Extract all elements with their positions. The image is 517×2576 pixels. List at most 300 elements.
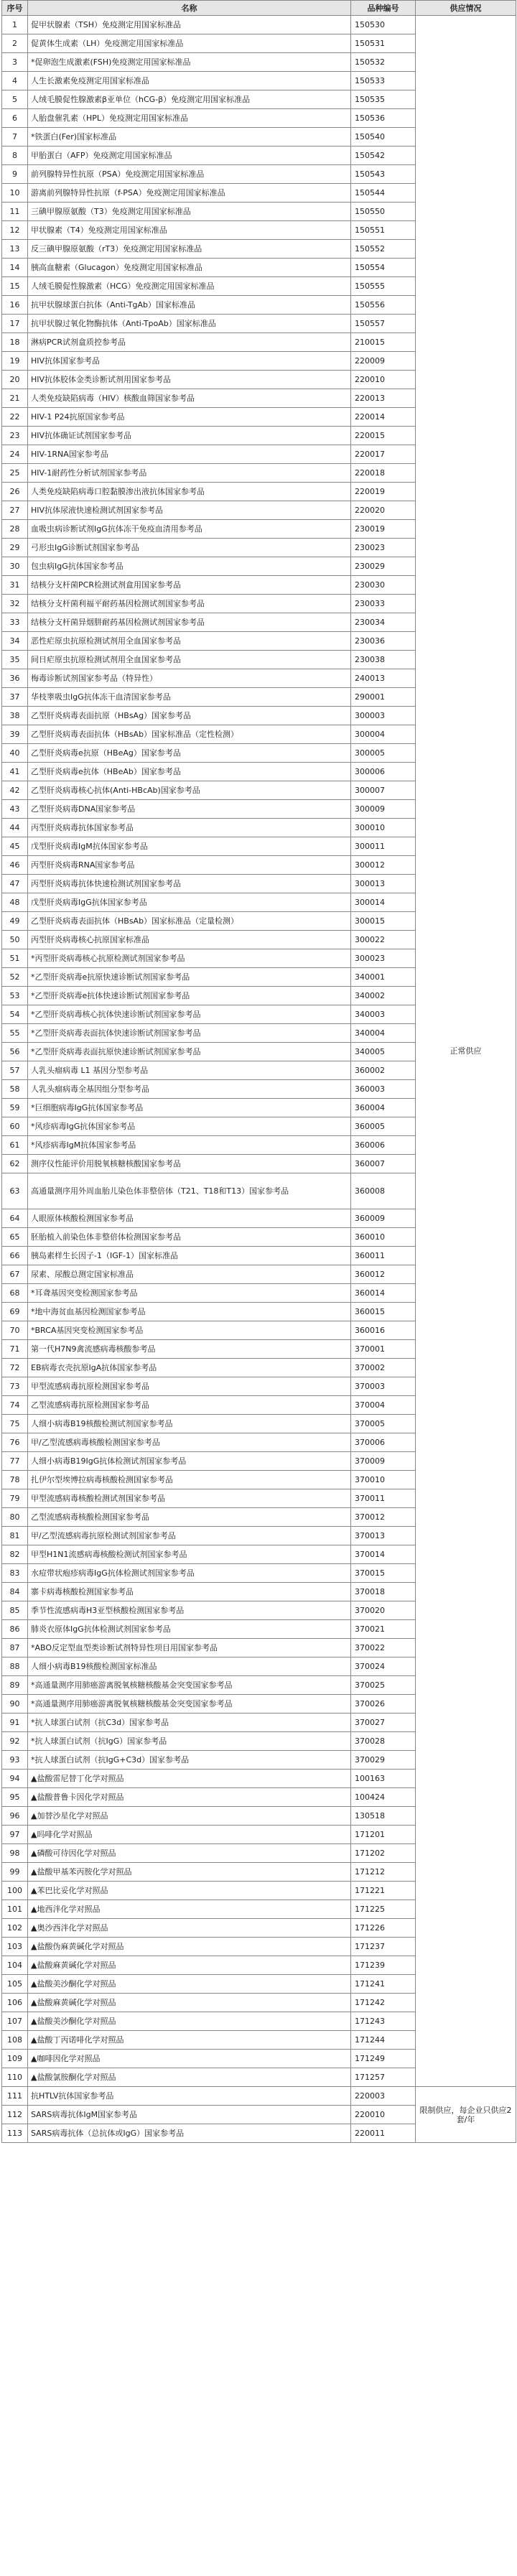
row-product-code: 370028 [351, 1732, 416, 1751]
row-name: 人胎盘催乳素（HPL）免疫测定用国家标准品 [28, 109, 351, 128]
row-name: 乙型肝炎病毒核心抗体(Anti-HBcAb)国家参考品 [28, 781, 351, 800]
row-name: *风疹病毒IgM抗体国家参考品 [28, 1136, 351, 1155]
row-product-code: 370006 [351, 1433, 416, 1452]
row-product-code: 171242 [351, 1994, 416, 2012]
row-serial-number: 80 [2, 1508, 28, 1527]
row-name: *乙型肝炎病毒核心抗体快速诊断试剂国家参考品 [28, 1005, 351, 1024]
row-name: 乙型肝炎病毒表面抗体（HBsAb）国家标准品（定量检测） [28, 912, 351, 931]
row-product-code: 370004 [351, 1396, 416, 1415]
row-product-code: 360012 [351, 1265, 416, 1284]
row-name: 人生长激素免疫测定用国家标准品 [28, 72, 351, 90]
row-product-code: 360006 [351, 1136, 416, 1155]
row-product-code: 150551 [351, 221, 416, 240]
row-product-code: 230030 [351, 576, 416, 595]
row-product-code: 370013 [351, 1527, 416, 1545]
row-serial-number: 70 [2, 1321, 28, 1340]
row-product-code: 220013 [351, 389, 416, 408]
header-product-code: 品种编号 [351, 1, 416, 16]
row-product-code: 360003 [351, 1080, 416, 1099]
row-name: *丙型肝炎病毒核心抗原检测试剂国家参考品 [28, 949, 351, 968]
row-product-code: 230036 [351, 632, 416, 651]
row-name: 弓形虫IgG诊断试剂国家参考品 [28, 539, 351, 557]
row-serial-number: 21 [2, 389, 28, 408]
row-name: ▲盐酸麻黄碱化学对照品 [28, 1994, 351, 2012]
row-name: 华枝睾吸虫IgG抗体冻干血清国家参考品 [28, 688, 351, 707]
row-name: SARS病毒抗体（总抗体或IgG）国家参考品 [28, 2124, 351, 2143]
row-product-code: 300015 [351, 912, 416, 931]
row-name: ▲磷酸可待因化学对照品 [28, 1844, 351, 1863]
row-serial-number: 37 [2, 688, 28, 707]
row-name: 游离前列腺特异性抗原（f-PSA）免疫测定用国家标准品 [28, 184, 351, 203]
row-name: *巨细胞病毒IgG抗体国家参考品 [28, 1099, 351, 1117]
row-product-code: 370022 [351, 1639, 416, 1657]
row-serial-number: 92 [2, 1732, 28, 1751]
row-product-code: 171202 [351, 1844, 416, 1863]
row-product-code: 370029 [351, 1751, 416, 1770]
row-product-code: 150543 [351, 165, 416, 184]
row-name: 结核分支杆菌PCR检测试剂盒用国家参考品 [28, 576, 351, 595]
row-product-code: 360009 [351, 1209, 416, 1228]
row-serial-number: 6 [2, 109, 28, 128]
row-product-code: 360014 [351, 1284, 416, 1303]
row-name: 人绒毛膜促性腺激素β亚单位（hCG-β）免疫测定用国家标准品 [28, 90, 351, 109]
row-serial-number: 69 [2, 1303, 28, 1321]
row-name: ▲奥沙西泮化学对照品 [28, 1919, 351, 1938]
row-serial-number: 84 [2, 1583, 28, 1601]
row-serial-number: 47 [2, 875, 28, 893]
row-serial-number: 33 [2, 613, 28, 632]
row-name: ▲地西泮化学对照品 [28, 1900, 351, 1919]
row-serial-number: 81 [2, 1527, 28, 1545]
row-serial-number: 50 [2, 931, 28, 949]
row-product-code: 300006 [351, 763, 416, 781]
row-name: 抗甲状腺过氧化物酶抗体（Anti-TpoAb）国家标准品 [28, 315, 351, 333]
row-product-code: 150542 [351, 147, 416, 165]
row-name: 反三碘甲腺原氨酸（rT3）免疫测定用国家标准品 [28, 240, 351, 259]
table-row [2, 16, 516, 34]
row-product-code: 370001 [351, 1340, 416, 1359]
row-name: *乙型肝炎病毒e抗原快速诊断试剂国家参考品 [28, 968, 351, 987]
row-product-code: 370015 [351, 1564, 416, 1583]
row-name: 水痘带状疱疹病毒IgG抗体检测试剂国家参考品 [28, 1564, 351, 1583]
row-serial-number: 4 [2, 72, 28, 90]
row-name: 乙型流感病毒抗原检测国家参考品 [28, 1396, 351, 1415]
row-name: 人乳头瘤病毒全基因组分型参考品 [28, 1080, 351, 1099]
row-name: 胰高血糖素（Glucagon）免疫测定用国家标准品 [28, 259, 351, 277]
table-header-row [2, 1, 516, 16]
row-serial-number: 112 [2, 2106, 28, 2124]
row-name: ▲盐酸美沙酮化学对照品 [28, 2012, 351, 2031]
row-serial-number: 98 [2, 1844, 28, 1863]
row-name: 结核分支杆菌异烟肼耐药基因检测试剂国家参考品 [28, 613, 351, 632]
row-name: HIV-1RNA国家参考品 [28, 445, 351, 464]
row-serial-number: 97 [2, 1826, 28, 1844]
row-serial-number: 9 [2, 165, 28, 184]
row-name: 第一代H7N9禽流感病毒核酸参考品 [28, 1340, 351, 1359]
row-product-code: 150557 [351, 315, 416, 333]
row-product-code: 210015 [351, 333, 416, 352]
row-serial-number: 110 [2, 2068, 28, 2087]
row-name: HIV抗体尿液快速检测试剂国家参考品 [28, 501, 351, 520]
header-serial-number: 序号 [2, 1, 28, 16]
row-serial-number: 86 [2, 1620, 28, 1639]
row-product-code: 230019 [351, 520, 416, 539]
row-product-code: 171237 [351, 1938, 416, 1956]
row-name: *铁蛋白(Fer)国家标准品 [28, 128, 351, 147]
row-product-code: 171241 [351, 1975, 416, 1994]
row-product-code: 230034 [351, 613, 416, 632]
row-product-code: 360007 [351, 1155, 416, 1173]
row-name: 肺炎衣原体IgG抗体检测试剂国家参考品 [28, 1620, 351, 1639]
row-product-code: 171243 [351, 2012, 416, 2031]
row-serial-number: 45 [2, 837, 28, 856]
row-name: 人细小病毒B19IgG抗体检测试剂国家参考品 [28, 1452, 351, 1471]
row-name: 乙型肝炎病毒e抗原（HBeAg）国家参考品 [28, 744, 351, 763]
row-product-code: 150533 [351, 72, 416, 90]
row-product-code: 150555 [351, 277, 416, 296]
row-name: HIV抗体确证试剂国家参考品 [28, 427, 351, 445]
row-serial-number: 12 [2, 221, 28, 240]
row-serial-number: 5 [2, 90, 28, 109]
row-name: *乙型肝炎病毒e抗体快速诊断试剂国家参考品 [28, 987, 351, 1005]
row-name: 戊型肝炎病毒IgM抗体国家参考品 [28, 837, 351, 856]
row-product-code: 150550 [351, 203, 416, 221]
row-serial-number: 78 [2, 1471, 28, 1489]
row-name: 甲状腺素（T4）免疫测定用国家标准品 [28, 221, 351, 240]
row-serial-number: 29 [2, 539, 28, 557]
row-serial-number: 13 [2, 240, 28, 259]
row-serial-number: 105 [2, 1975, 28, 1994]
row-serial-number: 42 [2, 781, 28, 800]
row-product-code: 220015 [351, 427, 416, 445]
row-serial-number: 65 [2, 1228, 28, 1247]
row-product-code: 300007 [351, 781, 416, 800]
row-serial-number: 96 [2, 1807, 28, 1826]
row-name: 人绒毛膜促性腺激素（HCG）免疫测定用国家标准品 [28, 277, 351, 296]
row-serial-number: 14 [2, 259, 28, 277]
row-name: 寨卡病毒核酸检测国家参考品 [28, 1583, 351, 1601]
row-product-code: 370027 [351, 1714, 416, 1732]
row-name: 甲/乙型流感病毒抗原检测试剂国家参考品 [28, 1527, 351, 1545]
row-name: *高通量测序用肺癌游离脱氧核糖核酸基金突变国家参考品 [28, 1695, 351, 1714]
row-name: 促黄体生成素（LH）免疫测定用国家标准品 [28, 34, 351, 53]
row-name: 结核分支杆菌利福平耐药基因检测试剂国家参考品 [28, 595, 351, 613]
row-product-code: 220019 [351, 483, 416, 501]
row-serial-number: 95 [2, 1788, 28, 1807]
row-serial-number: 87 [2, 1639, 28, 1657]
row-product-code: 370024 [351, 1657, 416, 1676]
reference-materials-table [1, 0, 516, 2143]
row-name: 前列腺特异性抗原（PSA）免疫测定用国家标准品 [28, 165, 351, 184]
row-serial-number: 83 [2, 1564, 28, 1583]
row-serial-number: 10 [2, 184, 28, 203]
row-product-code: 220009 [351, 352, 416, 371]
row-serial-number: 8 [2, 147, 28, 165]
row-product-code: 220003 [351, 2087, 416, 2106]
row-serial-number: 62 [2, 1155, 28, 1173]
row-product-code: 370026 [351, 1695, 416, 1714]
row-name: ▲盐酸美沙酮化学对照品 [28, 1975, 351, 1994]
row-product-code: 370025 [351, 1676, 416, 1695]
row-serial-number: 88 [2, 1657, 28, 1676]
row-serial-number: 58 [2, 1080, 28, 1099]
row-serial-number: 56 [2, 1043, 28, 1061]
row-name: 乙型肝炎病毒DNA国家参考品 [28, 800, 351, 819]
row-name: 促甲状腺素（TSH）免疫测定用国家标准品 [28, 16, 351, 34]
row-name: 人乳头瘤病毒 L1 基因分型参考品 [28, 1061, 351, 1080]
row-product-code: 370020 [351, 1601, 416, 1620]
row-name: *抗人球蛋白试剂（抗IgG+C3d）国家参考品 [28, 1751, 351, 1770]
row-name: 人类免疫缺陷病毒口腔黏膜渗出液抗体国家参考品 [28, 483, 351, 501]
row-serial-number: 73 [2, 1377, 28, 1396]
row-serial-number: 27 [2, 501, 28, 520]
row-product-code: 220011 [351, 2124, 416, 2143]
row-name: 抗HTLV抗体国家参考品 [28, 2087, 351, 2106]
row-name: 丙型肝炎病毒抗体国家参考品 [28, 819, 351, 837]
row-name: 甲/乙型流感病毒核酸检测国家参考品 [28, 1433, 351, 1452]
row-product-code: 220017 [351, 445, 416, 464]
row-name: ▲盐酸麻黄碱化学对照品 [28, 1956, 351, 1975]
row-name: ▲盐酸普鲁卡因化学对照品 [28, 1788, 351, 1807]
row-product-code: 171244 [351, 2031, 416, 2050]
row-serial-number: 30 [2, 557, 28, 576]
row-name: 恶性疟原虫抗原检测试剂用全血国家参考品 [28, 632, 351, 651]
row-serial-number: 22 [2, 408, 28, 427]
row-product-code: 360005 [351, 1117, 416, 1136]
row-serial-number: 7 [2, 128, 28, 147]
row-product-code: 300004 [351, 725, 416, 744]
row-serial-number: 79 [2, 1489, 28, 1508]
row-product-code: 230033 [351, 595, 416, 613]
row-product-code: 171239 [351, 1956, 416, 1975]
row-product-code: 340003 [351, 1005, 416, 1024]
row-serial-number: 104 [2, 1956, 28, 1975]
row-serial-number: 28 [2, 520, 28, 539]
row-serial-number: 51 [2, 949, 28, 968]
row-serial-number: 72 [2, 1359, 28, 1377]
row-name: *抗人球蛋白试剂（抗IgG）国家参考品 [28, 1732, 351, 1751]
row-name: *BRCA基因突变检测国家参考品 [28, 1321, 351, 1340]
row-serial-number: 53 [2, 987, 28, 1005]
row-serial-number: 46 [2, 856, 28, 875]
row-serial-number: 43 [2, 800, 28, 819]
row-serial-number: 64 [2, 1209, 28, 1228]
row-product-code: 300005 [351, 744, 416, 763]
row-name: 甲型H1N1流感病毒核酸检测试剂国家参考品 [28, 1545, 351, 1564]
row-name: HIV抗体胶体金类诊断试剂用国家参考品 [28, 371, 351, 389]
row-serial-number: 31 [2, 576, 28, 595]
row-name: 季节性流感病毒H3亚型核酸检测国家参考品 [28, 1601, 351, 1620]
row-serial-number: 35 [2, 651, 28, 669]
row-product-code: 230029 [351, 557, 416, 576]
row-name: *促卵泡生成激素(FSH)免疫测定用国家标准品 [28, 53, 351, 72]
row-product-code: 360004 [351, 1099, 416, 1117]
row-product-code: 171257 [351, 2068, 416, 2087]
row-product-code: 340001 [351, 968, 416, 987]
row-name: 高通量测序用外周血胎儿染色体非整倍体（T21、T18和T13）国家参考品 [28, 1173, 351, 1209]
row-serial-number: 48 [2, 893, 28, 912]
row-name: HIV抗体国家参考品 [28, 352, 351, 371]
row-serial-number: 2 [2, 34, 28, 53]
row-product-code: 340005 [351, 1043, 416, 1061]
row-name: 甲型流感病毒抗原检测国家参考品 [28, 1377, 351, 1396]
row-product-code: 230023 [351, 539, 416, 557]
supply-status-normal: 正常供应 [416, 16, 516, 2087]
row-serial-number: 17 [2, 315, 28, 333]
row-serial-number: 34 [2, 632, 28, 651]
row-product-code: 360002 [351, 1061, 416, 1080]
row-serial-number: 108 [2, 2031, 28, 2050]
row-product-code: 300022 [351, 931, 416, 949]
row-serial-number: 63 [2, 1173, 28, 1209]
row-product-code: 171249 [351, 2050, 416, 2068]
row-serial-number: 52 [2, 968, 28, 987]
row-product-code: 370002 [351, 1359, 416, 1377]
row-name: 测序仪性能评价用脱氧核糖核酸国家参考品 [28, 1155, 351, 1173]
row-name: ▲盐酸氯胺酮化学对照品 [28, 2068, 351, 2087]
row-name: 甲型流感病毒核酸检测试剂国家参考品 [28, 1489, 351, 1508]
row-serial-number: 3 [2, 53, 28, 72]
row-product-code: 150536 [351, 109, 416, 128]
row-name: *高通量测序用肺癌游离脱氧核糖核酸基金突变国家参考品 [28, 1676, 351, 1695]
row-name: 丙型肝炎病毒RNA国家参考品 [28, 856, 351, 875]
row-product-code: 360015 [351, 1303, 416, 1321]
row-serial-number: 57 [2, 1061, 28, 1080]
row-serial-number: 20 [2, 371, 28, 389]
row-name: 人细小病毒B19核酸检测试剂国家参考品 [28, 1415, 351, 1433]
row-product-code: 340004 [351, 1024, 416, 1043]
row-product-code: 340002 [351, 987, 416, 1005]
row-serial-number: 49 [2, 912, 28, 931]
row-product-code: 370010 [351, 1471, 416, 1489]
row-serial-number: 82 [2, 1545, 28, 1564]
row-product-code: 220010 [351, 371, 416, 389]
row-serial-number: 16 [2, 296, 28, 315]
row-product-code: 300010 [351, 819, 416, 837]
row-name: 扎伊尔型埃博拉病毒核酸检测国家参考品 [28, 1471, 351, 1489]
row-product-code: 150554 [351, 259, 416, 277]
row-serial-number: 59 [2, 1099, 28, 1117]
row-name: 甲胎蛋白（AFP）免疫测定用国家标准品 [28, 147, 351, 165]
table-body [2, 16, 516, 2143]
row-name: 抗甲状腺球蛋白抗体（Anti-TgAb）国家标准品 [28, 296, 351, 315]
row-name: 三碘甲腺原氨酸（T3）免疫测定用国家标准品 [28, 203, 351, 221]
row-product-code: 171225 [351, 1900, 416, 1919]
row-serial-number: 19 [2, 352, 28, 371]
row-serial-number: 24 [2, 445, 28, 464]
row-serial-number: 41 [2, 763, 28, 781]
row-name: ▲吗啡化学对照品 [28, 1826, 351, 1844]
row-product-code: 171221 [351, 1882, 416, 1900]
row-product-code: 100424 [351, 1788, 416, 1807]
row-product-code: 220018 [351, 464, 416, 483]
header-supply-status: 供应情况 [416, 1, 516, 16]
row-serial-number: 76 [2, 1433, 28, 1452]
row-serial-number: 44 [2, 819, 28, 837]
row-product-code: 150531 [351, 34, 416, 53]
row-name: *抗人球蛋白试剂（抗C3d）国家参考品 [28, 1714, 351, 1732]
row-name: 胚胎植入前染色体非整倍体检测国家参考品 [28, 1228, 351, 1247]
row-name: ▲苯巴比妥化学对照品 [28, 1882, 351, 1900]
row-product-code: 230038 [351, 651, 416, 669]
row-product-code: 171226 [351, 1919, 416, 1938]
row-product-code: 300013 [351, 875, 416, 893]
row-serial-number: 75 [2, 1415, 28, 1433]
row-serial-number: 67 [2, 1265, 28, 1284]
row-serial-number: 39 [2, 725, 28, 744]
row-serial-number: 91 [2, 1714, 28, 1732]
row-serial-number: 102 [2, 1919, 28, 1938]
row-serial-number: 94 [2, 1770, 28, 1788]
row-product-code: 171212 [351, 1863, 416, 1882]
row-serial-number: 54 [2, 1005, 28, 1024]
row-serial-number: 66 [2, 1247, 28, 1265]
row-product-code: 240013 [351, 669, 416, 688]
row-name: 人细小病毒B19核酸检测国家标准品 [28, 1657, 351, 1676]
row-name: *乙型肝炎病毒表面抗原快速诊断试剂国家参考品 [28, 1043, 351, 1061]
row-name: ▲盐酸甲基苯丙胺化学对照品 [28, 1863, 351, 1882]
row-name: *乙型肝炎病毒表面抗体快速诊断试剂国家参考品 [28, 1024, 351, 1043]
row-name: 包虫病IgG抗体国家参考品 [28, 557, 351, 576]
row-serial-number: 109 [2, 2050, 28, 2068]
row-name: 人眼原体核酸检测国家参考品 [28, 1209, 351, 1228]
row-product-code: 300009 [351, 800, 416, 819]
row-name: *地中海贫血基因检测国家参考品 [28, 1303, 351, 1321]
row-name: 丙型肝炎病毒核心抗原国家标准品 [28, 931, 351, 949]
header-name: 名称 [28, 1, 351, 16]
row-name: HIV-1 P24抗原国家参考品 [28, 408, 351, 427]
row-product-code: 220014 [351, 408, 416, 427]
row-serial-number: 23 [2, 427, 28, 445]
row-product-code: 370012 [351, 1508, 416, 1527]
row-serial-number: 103 [2, 1938, 28, 1956]
row-product-code: 300011 [351, 837, 416, 856]
row-product-code: 370009 [351, 1452, 416, 1471]
row-name: ▲咖啡因化学对照品 [28, 2050, 351, 2068]
row-serial-number: 90 [2, 1695, 28, 1714]
row-name: 戊型肝炎病毒IgG抗体国家参考品 [28, 893, 351, 912]
row-product-code: 360011 [351, 1247, 416, 1265]
row-product-code: 150552 [351, 240, 416, 259]
row-product-code: 290001 [351, 688, 416, 707]
row-serial-number: 107 [2, 2012, 28, 2031]
row-product-code: 150544 [351, 184, 416, 203]
row-serial-number: 71 [2, 1340, 28, 1359]
row-product-code: 171201 [351, 1826, 416, 1844]
row-product-code: 360016 [351, 1321, 416, 1340]
row-serial-number: 77 [2, 1452, 28, 1471]
row-product-code: 300012 [351, 856, 416, 875]
row-name: 乙型肝炎病毒e抗体（HBeAb）国家参考品 [28, 763, 351, 781]
table-row [2, 2087, 516, 2106]
row-serial-number: 101 [2, 1900, 28, 1919]
row-name: 梅毒诊断试剂国家参考品（特异性） [28, 669, 351, 688]
row-serial-number: 36 [2, 669, 28, 688]
row-serial-number: 61 [2, 1136, 28, 1155]
row-product-code: 150556 [351, 296, 416, 315]
row-name: 血吸虫病诊断试剂IgG抗体冻干免疫血清用参考品 [28, 520, 351, 539]
row-product-code: 300023 [351, 949, 416, 968]
row-product-code: 370005 [351, 1415, 416, 1433]
row-serial-number: 11 [2, 203, 28, 221]
row-serial-number: 15 [2, 277, 28, 296]
row-name: 胰岛素样生长因子-1（IGF-1）国家标准品 [28, 1247, 351, 1265]
row-serial-number: 60 [2, 1117, 28, 1136]
row-serial-number: 32 [2, 595, 28, 613]
row-product-code: 370018 [351, 1583, 416, 1601]
row-serial-number: 38 [2, 707, 28, 725]
row-serial-number: 18 [2, 333, 28, 352]
